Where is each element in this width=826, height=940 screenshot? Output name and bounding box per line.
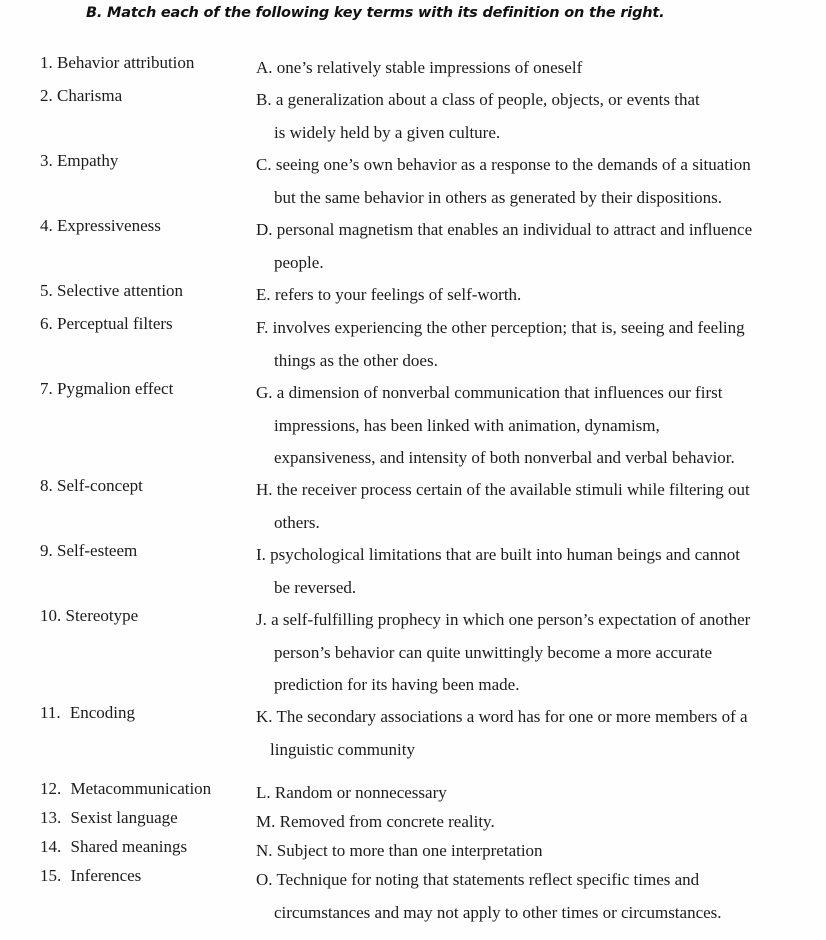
term-item[interactable] (40, 378, 173, 399)
term-label: Inferences (70, 866, 142, 885)
term-number: 7. (40, 379, 53, 398)
definition-item[interactable] (256, 84, 816, 149)
term-number: 8. (40, 476, 53, 495)
definition-first-line: K. The secondary associations a word has for one or more members of a (256, 707, 748, 726)
definition-item[interactable] (256, 474, 816, 539)
definition-wrap-line: person’s behavior can quite unwittingly become a more accurate (274, 642, 713, 662)
definition-first-line: B. a generalization about a class of people, objects, or events that (256, 90, 700, 109)
term-label: Self-concept (57, 476, 143, 495)
term-number: 1. (40, 53, 53, 72)
definition-first-line: M. Removed from concrete reality. (256, 812, 495, 831)
term-item[interactable] (40, 836, 187, 857)
term-label: Charisma (57, 86, 123, 105)
definition-item[interactable] (256, 312, 816, 377)
term-label: Metacommunication (70, 779, 212, 798)
matching-list (0, 52, 826, 929)
definition-item[interactable] (256, 52, 816, 85)
definition-wrap-line: circumstances and may not apply to other times or circumstances. (274, 902, 722, 922)
term-label: Pygmalion effect (57, 379, 174, 398)
term-item[interactable] (40, 85, 122, 106)
term-number: 2. (40, 86, 53, 105)
definition-item[interactable] (256, 149, 816, 214)
term-number: 5. (40, 281, 53, 300)
definition-first-line: J. a self-fulfilling prophecy in which one person’s expectation of another (256, 610, 751, 629)
term-label: Sexist language (70, 808, 178, 827)
term-item[interactable] (40, 313, 173, 334)
term-item[interactable] (40, 280, 183, 301)
definition-wrap-line: be reversed. (274, 577, 357, 597)
definition-first-line: A. one’s relatively stable impressions of oneself (256, 58, 583, 77)
term-number: 11. (40, 703, 61, 722)
definition-item[interactable] (256, 806, 816, 839)
term-item[interactable] (40, 702, 135, 723)
definition-first-line: H. the receiver process certain of the available stimuli while filtering out (256, 480, 750, 499)
term-number: 14. (40, 837, 62, 856)
definition-item[interactable] (256, 701, 816, 766)
term-item[interactable] (40, 807, 178, 828)
term-item[interactable] (40, 540, 137, 561)
term-item[interactable] (40, 865, 141, 886)
term-number: 9. (40, 541, 53, 560)
term-label: Perceptual filters (57, 314, 173, 333)
definition-first-line: E. refers to your feelings of self-worth. (256, 285, 522, 304)
definition-item[interactable] (256, 777, 816, 810)
term-label: Expressiveness (57, 216, 161, 235)
term-item[interactable] (40, 150, 118, 171)
definition-wrap-line: others. (274, 512, 320, 532)
definition-item[interactable] (256, 604, 816, 702)
definition-first-line: F. involves experiencing the other perception; that is, seeing and feeling (256, 318, 745, 337)
definition-wrap-line: impressions, has been linked with animation, dynamism, (274, 415, 660, 435)
term-label: Behavior attribution (57, 53, 195, 72)
definition-wrap-line: is widely held by a given culture. (274, 122, 501, 142)
definition-wrap-line: expansiveness, and intensity of both nonverbal and verbal behavior. (274, 448, 735, 467)
term-item[interactable] (40, 215, 161, 236)
definition-item[interactable] (256, 279, 816, 312)
definition-first-line: N. Subject to more than one interpretation (256, 841, 543, 860)
definition-item[interactable] (256, 377, 816, 475)
definition-item[interactable] (256, 214, 816, 279)
term-item[interactable] (40, 475, 143, 496)
definition-wrap-line: linguistic community (270, 739, 415, 759)
definition-first-line: I. psychological limitations that are built into human beings and cannot (256, 545, 740, 564)
term-label: Selective attention (57, 281, 184, 300)
definition-first-line: O. Technique for noting that statements reflect specific times and (256, 870, 700, 889)
term-label: Self-esteem (57, 541, 138, 560)
term-label: Encoding (69, 703, 136, 722)
definition-item[interactable] (256, 539, 816, 604)
term-item[interactable] (40, 605, 138, 626)
term-label: Shared meanings (70, 837, 188, 856)
definition-wrap-line: things as the other does. (274, 350, 438, 370)
definition-wrap-line: prediction for its having been made. (274, 675, 520, 694)
term-item[interactable] (40, 52, 194, 73)
definition-item[interactable] (256, 835, 816, 868)
definition-wrap-line: but the same behavior in others as generated by their dispositions. (274, 187, 723, 207)
term-number: 4. (40, 216, 53, 235)
term-number: 10. (40, 606, 62, 625)
definition-first-line: C. seeing one’s own behavior as a response to the demands of a situation (256, 155, 751, 174)
term-number: 3. (40, 151, 53, 170)
term-number: 6. (40, 314, 53, 333)
term-label: Empathy (57, 151, 119, 170)
definition-first-line: L. Random or nonnecessary (256, 783, 447, 802)
instruction-heading: B. Match each of the following key terms with its definition on the right. (86, 5, 665, 21)
term-number: 13. (40, 808, 62, 827)
term-number: 12. (40, 779, 62, 798)
term-item[interactable] (40, 778, 211, 799)
definition-first-line: D. personal magnetism that enables an individual to attract and influence (256, 220, 753, 239)
term-number: 15. (40, 866, 62, 885)
definition-wrap-line: people. (274, 252, 324, 272)
definition-item[interactable] (256, 864, 816, 929)
term-label: Stereotype (65, 606, 139, 625)
definition-first-line: G. a dimension of nonverbal communication that influences our first (256, 383, 723, 402)
